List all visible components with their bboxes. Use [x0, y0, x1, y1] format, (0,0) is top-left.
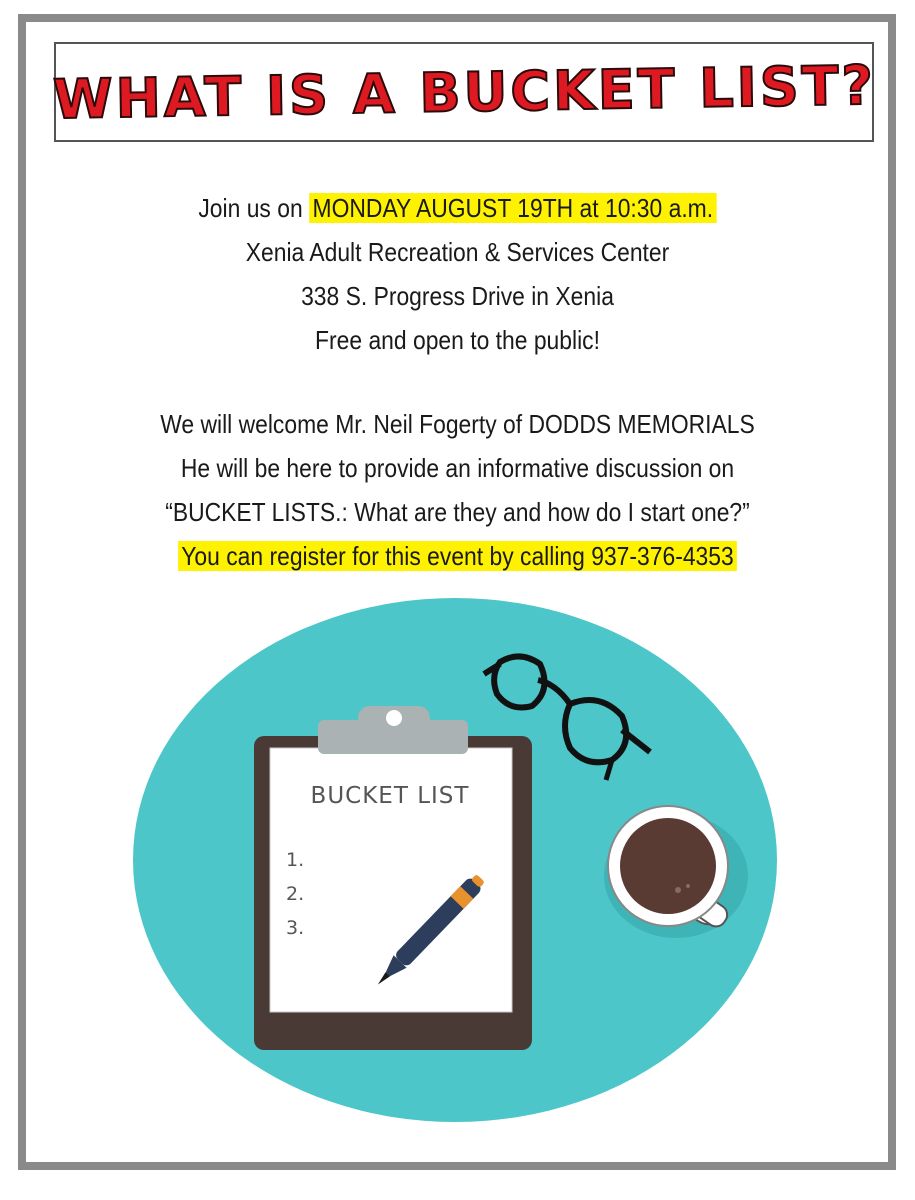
event-venue: Xenia Adult Recreation & Services Center: [245, 237, 670, 267]
register-highlight: You can register for this event by calling 937-376-4353: [178, 541, 737, 571]
speaker-line: We will welcome Mr. Neil Fogerty of DODDS MEMORIALS: [160, 409, 755, 439]
clipboard-icon: [254, 706, 532, 1050]
list-number-1: 1.: [286, 849, 305, 871]
topic-line: “BUCKET LISTS.: What are they and how do I start one?”: [165, 497, 750, 527]
event-date-highlight: MONDAY AUGUST 19TH at 10:30 a.m.: [309, 193, 717, 223]
flyer-title: WHAT IS A BUCKET LIST?: [52, 53, 876, 131]
event-address: 338 S. Progress Drive in Xenia: [301, 281, 614, 311]
event-admission: Free and open to the public!: [315, 325, 600, 355]
list-number-2: 2.: [286, 883, 305, 905]
join-prefix: Join us on: [198, 193, 310, 223]
discussion-line: He will be here to provide an informative discussion on: [180, 453, 735, 483]
list-number-3: 3.: [286, 917, 305, 939]
clipboard-heading: BUCKET LIST: [310, 783, 470, 809]
